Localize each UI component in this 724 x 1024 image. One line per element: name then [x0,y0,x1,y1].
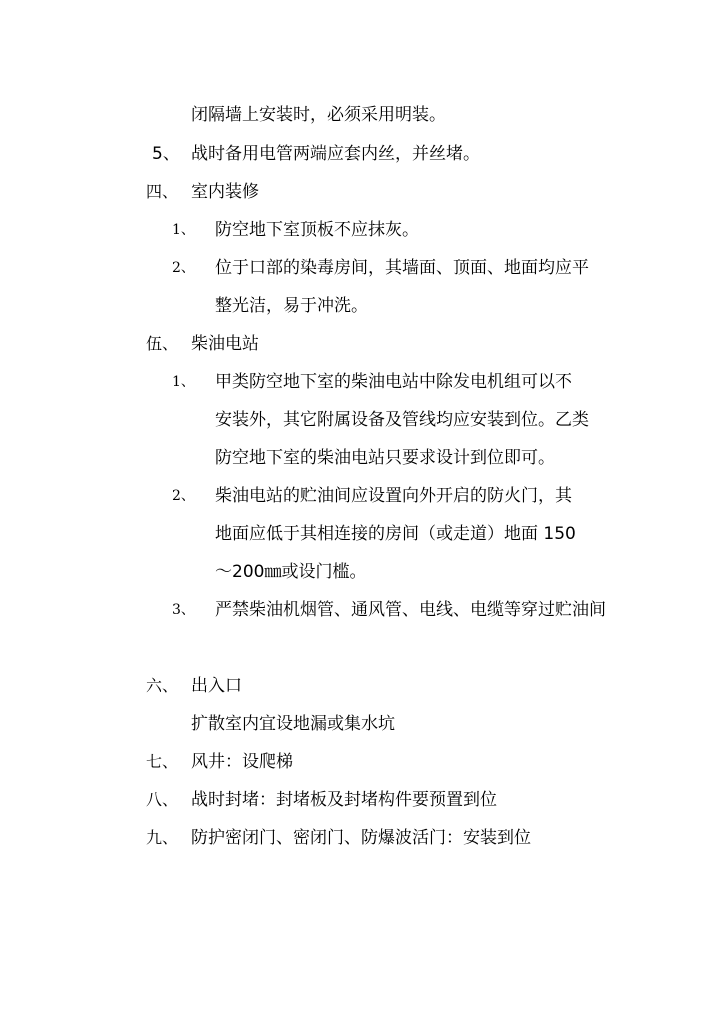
item-number: 5、 [152,144,180,164]
list-item-text: 防空地下室顶板不应抹灰。 [215,220,419,240]
section-text: 战时封堵：封堵板及封堵构件要预置到位 [191,790,497,810]
list-item-number: 3、 [172,602,195,618]
list-item-number: 2、 [172,260,195,276]
list-item-text: 整光洁，易于冲洗。 [215,296,368,316]
list-item-text: 位于口部的染毒房间，其墙面、顶面、地面均应平 [215,258,589,278]
section-number: 伍、 [146,334,179,353]
list-item-text: 严禁柴油机烟管、通风管、电线、电缆等穿过贮油间 [215,600,606,620]
list-item-number: 1、 [172,374,195,390]
list-item-number: 1、 [172,222,195,238]
list-item-text: 柴油电站的贮油间应设置向外开启的防火门，其 [215,486,572,506]
section-title: 室内装修 [191,182,259,202]
list-item-text: 防空地下室的柴油电站只要求设计到位即可。 [215,448,555,468]
section-text: 防护密闭门、密闭门、防爆波活门：安装到位 [191,828,531,848]
section-number: 四、 [146,182,179,201]
section-number: 六、 [146,676,179,695]
section-number: 九、 [146,828,179,847]
section-text: 风井：设爬梯 [191,752,293,772]
list-item-text: 安装外，其它附属设备及管线均应安装到位。乙类 [215,410,589,430]
section-title: 柴油电站 [191,334,259,354]
paragraph-line: 闭隔墙上安装时，必须采用明装。 [191,105,446,125]
list-item-text: 甲类防空地下室的柴油电站中除发电机组可以不 [215,372,572,392]
list-item-text: ～200㎜或设门槛。 [215,562,367,582]
paragraph-line: 扩散室内宜设地漏或集水坑 [191,714,395,734]
section-title: 出入口 [191,676,242,696]
section-number: 八、 [146,790,179,809]
section-number: 七、 [146,752,179,771]
item-text: 战时备用电管两端应套内丝，并丝堵。 [191,144,480,164]
list-item-text: 地面应低于其相连接的房间（或走道）地面 150 [215,524,576,544]
list-item-number: 2、 [172,488,195,504]
